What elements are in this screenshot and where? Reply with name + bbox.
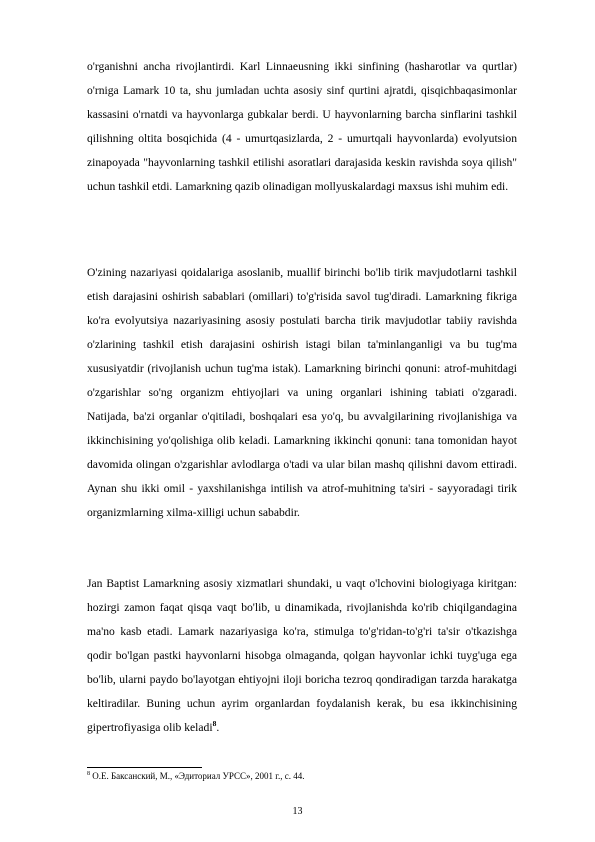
- paragraph-3-text: Jan Baptist Lamarkning asosiy xizmatlari shundaki, u vaqt o'lchovini biologiyaga kiritgan: hozirgi zamon faqat qisqa vaqt bo'lib, u dinamikada, rivojlanishda ko'rib chiqilgandagina ma'no kasb etadi. Lamark nazariyasiga ko'ra, stimulga to'g'ridan-to'g'ri ta'sir o'tkazishga qodir bo'lgan pastki hayvonlarni hisobga olmaganda, qolgan hayvonlar ichki tuyg'uga ega bo'lib, ularni paydo bo'layotgan ehtiyojni iloji boricha tezroq qondiradigan tarzda harakatga keltiradilar. Buning uchun ayrim organlardan foydalanish kerak, bu esa ikkinchisining gipertrofiyasiga olib keladi: [87, 577, 517, 734]
- footnote: [87, 771, 517, 782]
- body-paragraph-2: O'zining nazariyasi qoidalariga asoslanib, muallif birinchi bo'lib tirik mavjudotlarni tashkil etish darajasini oshirish sabablari (omillari) to'g'risida savol tug'diradi. Lamarkning fikriga ko'ra evolyutsiya nazariyasining asosiy postulati barcha tirik mavjudotlar tabiiy ravishda o'zlarining tashkil etish darajasini oshirish istagi bilan ta'minlanganligi va bu tug'ma xususiyatdir (rivojlanish uchun tug'ma istak). Lamarkning birinchi qonuni: atrof-muhitdagi o'zgarishlar so'ng organizm ehtiyojlari va uning organlari ishining tabiati o'zgaradi. Natijada, ba'zi organlar o'qitiladi, boshqalari esa yo'q, bu avvalgilarining rivojlanishiga va ikkinchisining yo'qolishiga olib keladi. Lamarkning ikkinchi qonuni: tana tomonidan hayot davomida olingan o'zgarishlar avlodlarga o'tadi va ular bilan mashq qilishni davom ettiradi. Aynan shu ikki omil - yaxshilanishga intilish va atrof-muhitning ta'siri - sayyoradagi tirik organizmlarning xilma-xilligi uchun sababdir.: [87, 266, 517, 519]
- body-paragraph-1: o'rganishni ancha rivojlantirdi. Karl Linnaeusning ikki sinfining (hasharotlar va qurtlar) o'rniga Lamark 10 ta, shu jumladan uchta asosiy sinf qurtini ajratdi, qisqichbaqasimonlar kassasini o'rnatdi va hayvonlarga gubkalar berdi. U hayvonlarning barcha sinflarini tashkil qilishning oltita bosqichida (4 - umurtqasizlarda, 2 - umurtqali hayvonlarda) evolyutsion zinapoyada "hayvonlarning tashkil etilishi asoratlari darajasida keskin ravishda soya qilish" uchun tashkil etdi. Lamarkning qazib olinadigan mollyuskalardagi maxsus ishi muhim edi.: [87, 60, 517, 193]
- body-paragraph-3: [87, 572, 517, 740]
- footnote-reference[interactable]: 8: [212, 719, 217, 729]
- footnote-text: О.Е. Баксанский, М., «Эдиториал УРСС», 2001 г., с. 44.: [90, 771, 305, 781]
- page-number: 13: [292, 806, 303, 817]
- footnote-separator: [87, 767, 202, 768]
- footnote-marker: 8: [87, 771, 90, 777]
- sentence-end: .: [216, 721, 220, 734]
